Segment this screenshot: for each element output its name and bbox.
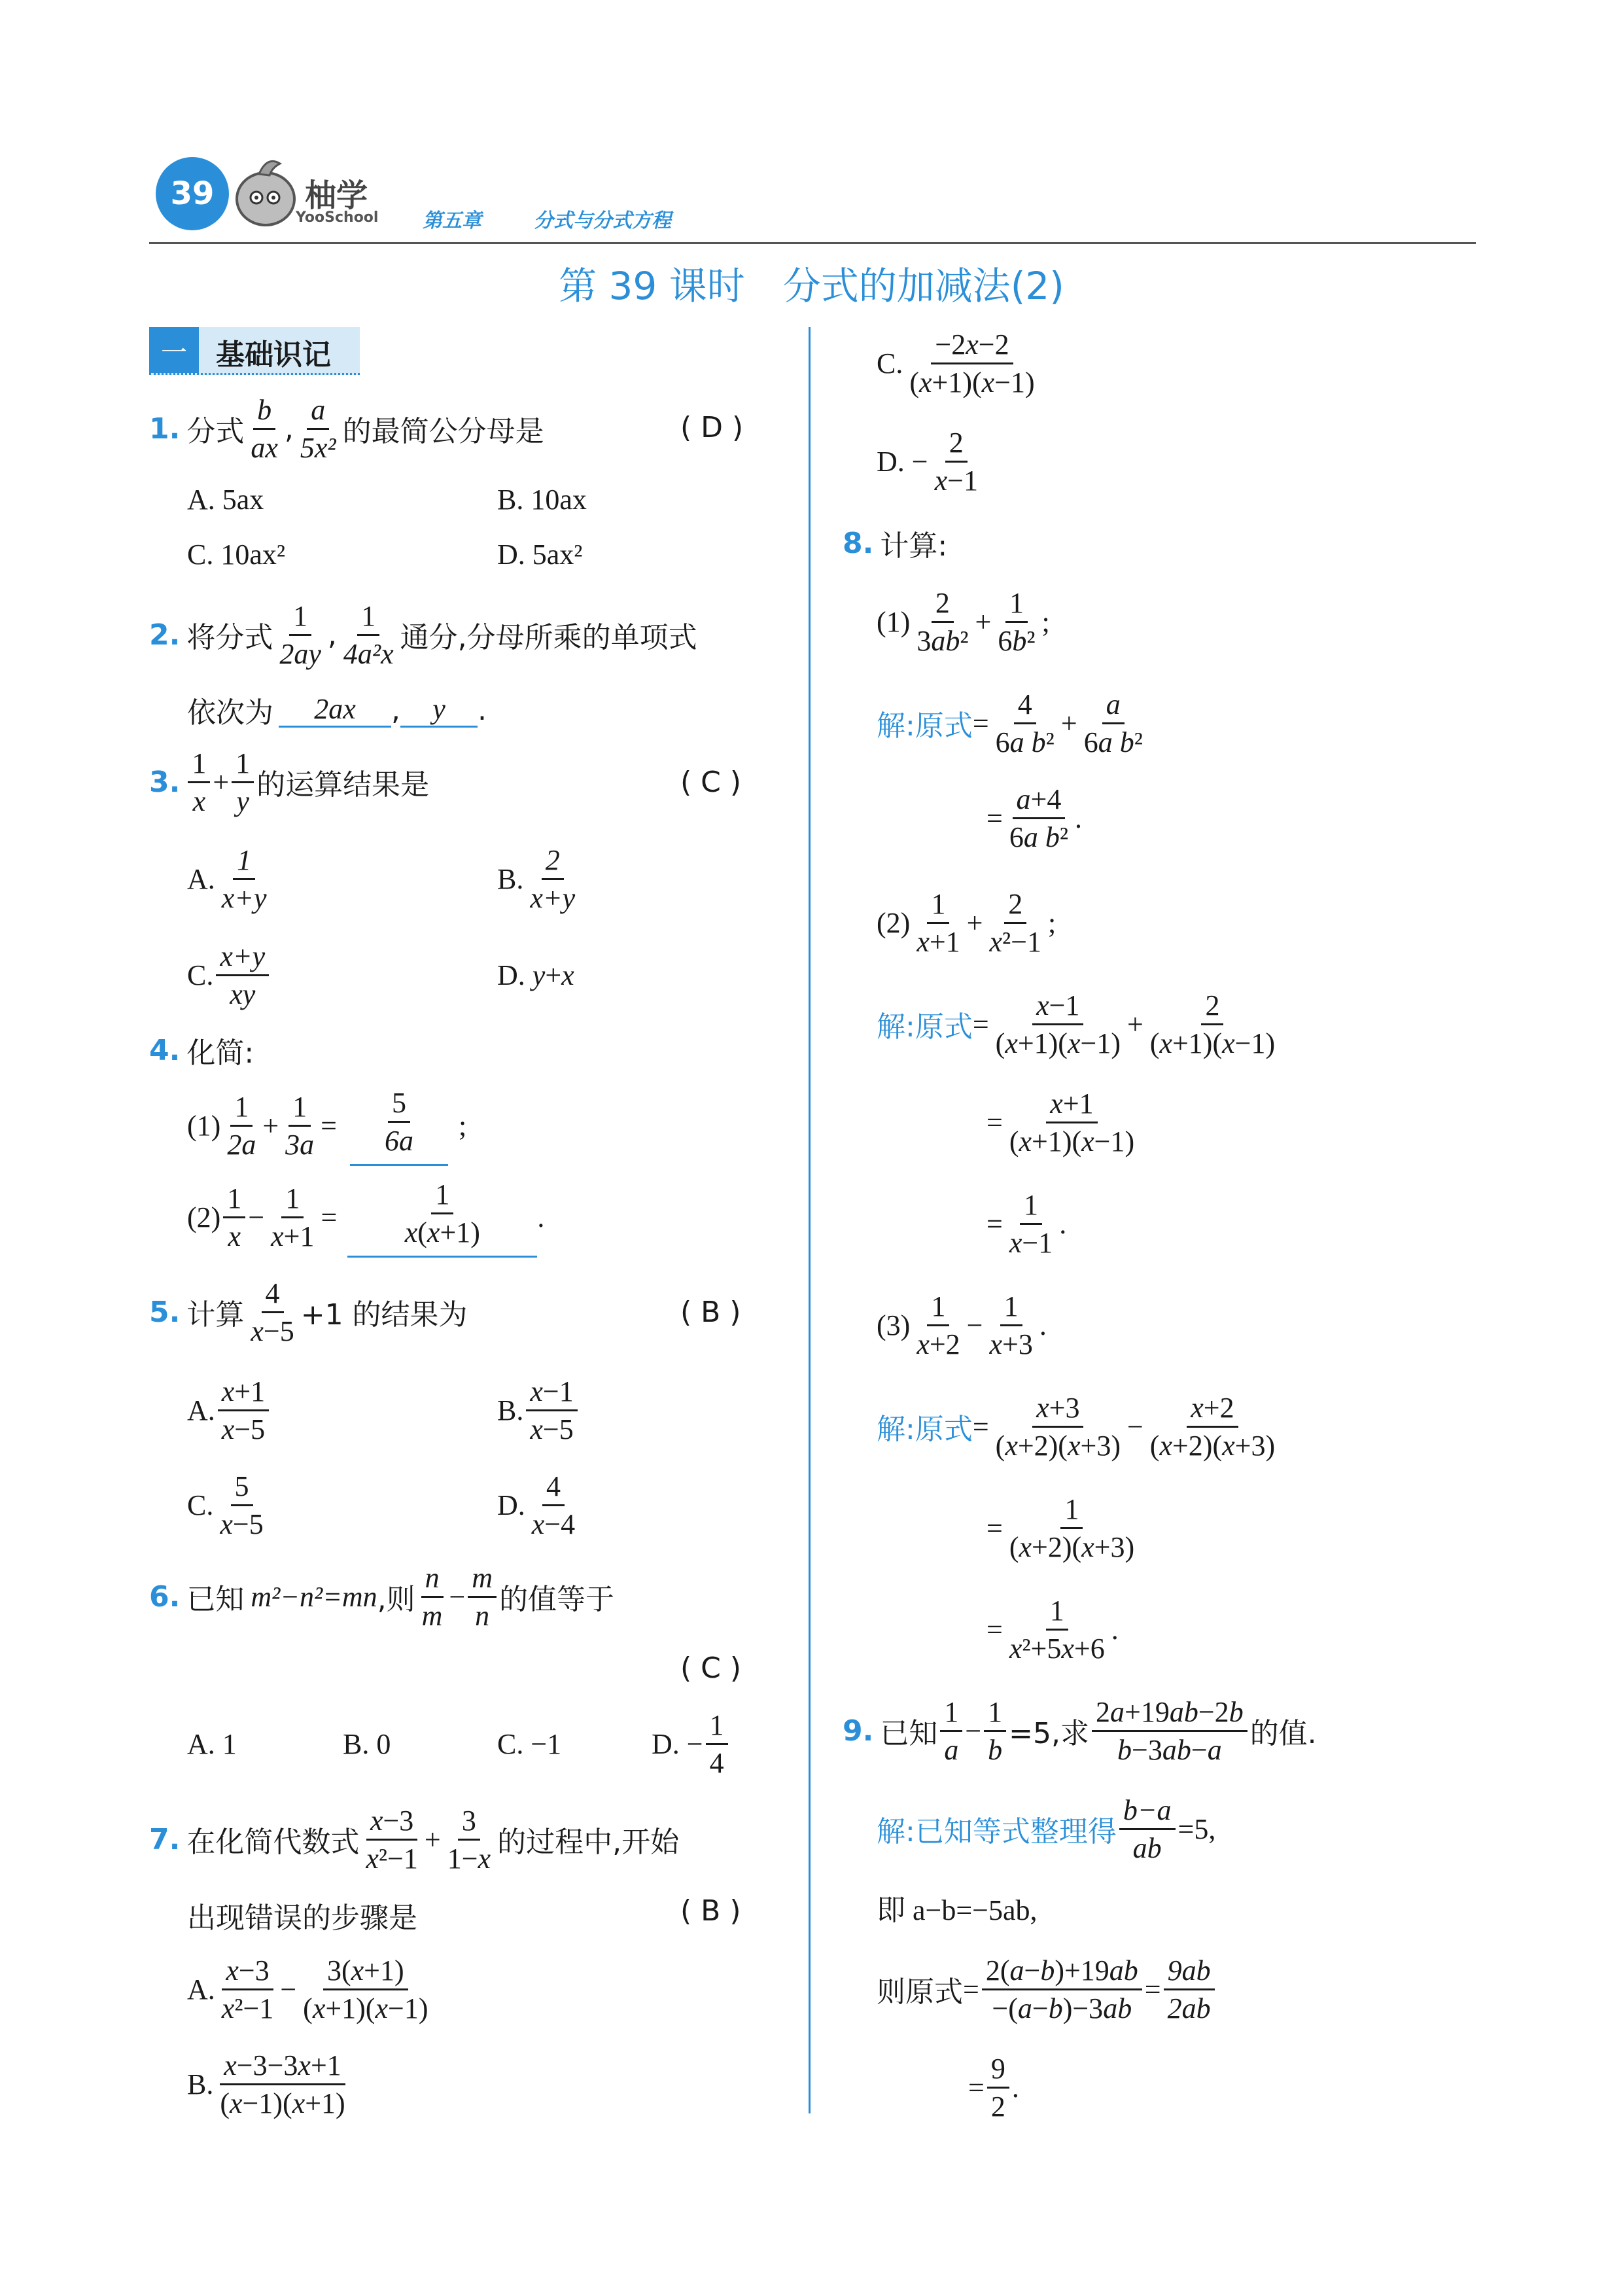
fraction: $\frac{4}{x-5}$	[247, 1275, 298, 1349]
option-a: A. $\frac{x+1}{x-5}$	[187, 1374, 271, 1446]
solution-text: 则原式	[877, 1975, 963, 2009]
solution-label: 解:原式	[877, 1010, 973, 1044]
fraction: $\frac{3(x+1)}{(x+1)(x-1)}$	[299, 1952, 432, 2026]
fraction: $\frac{5}{x-5}$	[216, 1468, 267, 1542]
solution-8-2-step3: = $\frac{1}{x-1}$ .	[986, 1188, 1066, 1260]
question-8-part2: (2) $\frac{1}{x+1}$ + $\frac{2}{\text{x²−1}}$ ;	[877, 887, 1056, 959]
solution-8-3-step3: = $\frac{1}{\text{x²+5x+6}}$ .	[986, 1593, 1119, 1665]
fraction: $\frac{3}{1-x}$	[444, 1803, 495, 1877]
fraction: $\frac{9ab}{2ab}$	[1164, 1952, 1215, 2026]
answer-fraction: $\frac{1}{x(x+1)}$	[401, 1176, 484, 1250]
fraction: $\frac{x+1}{(x+1)(x-1)}$	[1005, 1086, 1138, 1159]
fraction: $\frac{x-1}{(x+1)(x-1)}$	[992, 987, 1125, 1061]
fraction: $\frac{1}{2ay}$	[275, 598, 325, 672]
question-7: 7. 在化简代数式 $\frac{x-3}{\text{x²−1}}$ + $\frac{3}{1-x}$ 的过程中,开始	[149, 1803, 679, 1875]
answer: ( B )	[680, 1296, 741, 1329]
fraction: $\frac{4}{\text{6a b²}}$	[992, 686, 1058, 760]
answer: ( D )	[680, 411, 744, 444]
question-5	[149, 1276, 468, 1348]
brand-name-en: YooSchool	[296, 209, 379, 226]
fraction: $\frac{2a+19ab-2b}{b-3ab-a}$	[1092, 1694, 1248, 1768]
question-text: =5,求	[1009, 1717, 1090, 1750]
fraction: $\frac{b}{ax}$	[247, 392, 282, 466]
option-c: C. $\frac{x+y}{xy}$	[187, 939, 271, 1011]
question-text: 的过程中,开始	[497, 1826, 680, 1859]
answer: ( C )	[680, 1651, 742, 1685]
section-badge: 一	[149, 327, 199, 373]
fraction: $\frac{1}{x+3}$	[986, 1288, 1037, 1362]
solution-8-3-step2: = $\frac{1}{(x+2)(x+3)}$	[986, 1492, 1141, 1564]
fraction: $\frac{1}{a}$	[940, 1694, 962, 1768]
question-number: 2.	[149, 618, 181, 652]
fraction: $\frac{1}{(x+2)(x+3)}$	[1005, 1491, 1138, 1565]
fraction: $\frac{1}{x-1}$	[1005, 1187, 1056, 1261]
option-a: A. $\frac{x-3}{\text{x²−1}}$ − $\frac{3(x+1)}{(x+1)(x-1)}$	[187, 1953, 434, 2025]
answer: ( C )	[680, 766, 742, 799]
fraction: $\frac{x-1}{x-5}$	[526, 1373, 577, 1447]
option-a: A. $\frac{1}{x+y}$	[187, 843, 273, 915]
question-4-part1: (1) $\frac{1}{2a}$ + $\frac{1}{3a}$ = $\frac{5}{6a}$ ;	[187, 1086, 466, 1165]
question-text: +1 的结果为	[300, 1298, 468, 1332]
fraction: $\frac{1}{3a}$	[281, 1089, 318, 1163]
question-text: 的最简公分母是	[342, 415, 544, 448]
fraction: $\frac{4}{x-4}$	[528, 1468, 579, 1542]
fraction: $\frac{1}{x+1}$	[267, 1180, 318, 1254]
fraction: $\frac{1}{x}$	[188, 745, 210, 819]
question-number: 4.	[149, 1033, 181, 1067]
fraction: $\frac{a}{\text{5x²}}$	[296, 392, 340, 466]
question-text: 将分式	[186, 621, 273, 654]
fraction: $\frac{1}{x+y}$	[218, 842, 271, 916]
fraction: $\frac{2(a-b)+19ab}{-(a-b)-3ab}$	[982, 1952, 1142, 2026]
solution-8-2-step1: 解:原式 = $\frac{x-1}{(x+1)(x-1)}$ + $\frac{2}{(x+1)(x-1)}$	[877, 988, 1282, 1060]
fraction: $\frac{-2x-2}{(x+1)(x-1)}$	[905, 327, 1038, 400]
lesson-title: 第 39 课时 分式的加减法(2)	[559, 264, 1064, 308]
fraction: $\frac{2}{x-1}$	[931, 425, 982, 499]
question-number: 5.	[149, 1295, 181, 1329]
solution-9-step1	[877, 1793, 1215, 1865]
mascot-icon	[233, 154, 298, 226]
question-9: 9. 已知 $\frac{1}{a}$ − $\frac{1}{b}$ =5,求 $\frac{2a+19ab-2b}{b-3ab-a}$ 的值.	[843, 1695, 1317, 1767]
question-3: 3. $\frac{1}{x}$ + $\frac{1}{y}$ 的运算结果是	[149, 746, 429, 818]
option-d: D. − $\frac{2}{x-1}$	[877, 425, 985, 497]
solution-text: =5,	[1178, 1812, 1216, 1845]
fraction: $\frac{2}{x+y}$	[526, 842, 579, 916]
solution-8-2-step2: = $\frac{x+1}{(x+1)(x-1)}$	[986, 1086, 1141, 1158]
question-text: 计算:	[880, 529, 948, 563]
option-d: D. y+x	[497, 959, 574, 991]
question-4-part2: (2) $\frac{1}{x}$ − $\frac{1}{x+1}$ = $\frac{1}{x(x+1)}$ .	[187, 1178, 544, 1256]
fraction: $\frac{x+1}{x-5}$	[218, 1373, 269, 1447]
fraction: $\frac{1}{\text{x²+5x+6}}$	[1005, 1593, 1109, 1667]
fraction: $\frac{1}{b}$	[984, 1694, 1006, 1768]
question-number: 8.	[843, 526, 874, 560]
question-number: 7.	[149, 1822, 181, 1856]
option-c: C. $\frac{5}{x-5}$	[187, 1469, 270, 1541]
question-text: 已知	[186, 1583, 245, 1616]
question-2-line2: 依次为 2ax , y .	[187, 687, 487, 733]
option-c: C. −1	[497, 1728, 562, 1760]
fraction: $\frac{2}{(x+1)(x-1)}$	[1146, 987, 1279, 1061]
fraction: $\frac{1}{2a}$	[223, 1089, 260, 1163]
fraction: $\frac{2}{\text{x²−1}}$	[986, 886, 1046, 960]
question-number: 3.	[149, 765, 181, 799]
option-d	[652, 1708, 731, 1780]
solution-8-1-step2: = $\frac{a+4}{\text{6a b²}}$ .	[986, 782, 1082, 854]
fraction: $\frac{9}{2}$	[987, 2051, 1009, 2125]
question-text: 出现错误的步骤是	[187, 1901, 417, 1935]
option-b: B. $\frac{x-3-3x+1}{(x-1)(x+1)}$	[187, 2048, 352, 2120]
option-a: A. 5ax	[187, 484, 264, 516]
question-2: 2. 将分式 $\frac{1}{2ay}$ , $\frac{1}{\text{4a²x}}$ 通分,分母所乘的单项式	[149, 595, 697, 674]
header-rule	[149, 242, 1476, 244]
fraction: $\frac{1}{\text{6b²}}$	[994, 585, 1039, 659]
question-text: 通分,分母所乘的单项式	[400, 621, 697, 654]
answer: ( B )	[680, 1894, 741, 1928]
page-number: 39	[170, 175, 215, 212]
fraction: $\frac{n}{m}$	[418, 1560, 447, 1634]
question-text: 已知	[880, 1717, 938, 1750]
option-c: C. 10ax²	[187, 539, 286, 571]
question-6: 6. 已知 m²−n²=mn ,则 $\frac{n}{m}$ − $\frac{m}{n}$ 的值等于	[149, 1561, 614, 1633]
section-title: 基础识记	[216, 338, 331, 372]
option-b: B. 10ax	[497, 484, 587, 516]
question-text: 分式	[186, 415, 245, 448]
answer-blank: 2ax	[279, 692, 391, 728]
question-8	[843, 520, 947, 566]
option-b: B. $\frac{2}{x+y}$	[497, 843, 582, 915]
solution-9-step4: = $\frac{9}{2}$ .	[968, 2051, 1019, 2123]
solution-label: 解:原式	[877, 709, 973, 743]
question-text: 的值等于	[499, 1583, 615, 1616]
answer-fraction: $\frac{5}{6a}$	[381, 1085, 417, 1159]
fraction: $\frac{x+y}{xy}$	[216, 938, 269, 1012]
solution-9-step2	[877, 1884, 1038, 1930]
question-8-part1: (1) $\frac{2}{\text{3ab²}}$ + $\frac{1}{\text{6b²}}$ ;	[877, 586, 1050, 658]
solution-label: 解:原式	[877, 1413, 973, 1446]
question-text: 在化简代数式	[186, 1826, 360, 1859]
fraction: $\frac{1}{y}$	[232, 745, 254, 819]
question-number: 1.	[149, 412, 181, 446]
question-text: ,则	[377, 1583, 415, 1616]
fraction: $\frac{2}{\text{3ab²}}$	[913, 585, 972, 659]
solution-text: 解:已知等式整理得	[877, 1815, 1117, 1848]
fraction: $\frac{x+3}{(x+2)(x+3)}$	[992, 1390, 1125, 1464]
column-divider	[809, 327, 811, 2113]
fraction: $\frac{1}{4}$	[706, 1707, 728, 1781]
question-text: 的值.	[1249, 1717, 1317, 1750]
option-b: B. 0	[343, 1728, 391, 1760]
option-c: C. $\frac{-2x-2}{(x+1)(x-1)}$	[877, 327, 1041, 399]
question-4	[149, 1027, 254, 1073]
question-expression: m²−n²=mn	[251, 1580, 377, 1613]
question-text: 化简:	[186, 1036, 254, 1070]
question-number: 9.	[843, 1714, 874, 1748]
fraction: $\frac{1}{\text{4a²x}}$	[340, 598, 398, 672]
fraction: $\frac{x-3}{\text{x²−1}}$	[362, 1803, 422, 1877]
fraction: $\frac{1}{x+2}$	[913, 1288, 964, 1362]
solution-8-3-step1: 解:原式 = $\frac{x+3}{(x+2)(x+3)}$ − $\frac{x+2}{(x+2)(x+3)}$	[877, 1390, 1282, 1462]
fraction: $\frac{x+2}{(x+2)(x+3)}$	[1146, 1390, 1279, 1464]
fraction: $\frac{a}{\text{6a b²}}$	[1080, 686, 1147, 760]
question-1: 1. 分式 $\frac{b}{ax}$ , $\frac{a}{\text{5x²}}$ 的最简公分母是	[149, 393, 544, 465]
question-number: 6.	[149, 1580, 181, 1614]
fraction: $\frac{1}{x+1}$	[913, 886, 964, 960]
fraction: $\frac{m}{n}$	[468, 1560, 497, 1634]
fraction: $\frac{x-3-3x+1}{(x-1)(x+1)}$	[216, 2047, 349, 2121]
brand-name-cn: 柚学	[305, 177, 368, 214]
chapter-label: 第五章	[423, 209, 481, 232]
option-d: D. $\frac{4}{x-4}$	[497, 1469, 582, 1541]
fraction: $\frac{a+4}{\text{6a b²}}$	[1005, 781, 1072, 855]
question-text: 依次为	[187, 696, 273, 730]
solution-8-1-step1: 解:原式 = $\frac{4}{\text{6a b²}}$ + $\frac{a}{\text{6a b²}}$	[877, 687, 1149, 759]
fraction: $\frac{1}{x}$	[223, 1180, 245, 1254]
solution-text: 即 a−b=−5ab,	[877, 1894, 1038, 1926]
question-8-part3: (3) $\frac{1}{x+2}$ − $\frac{1}{x+3}$ .	[877, 1289, 1047, 1361]
solution-9-step3: 则原式 = $\frac{2(a-b)+19ab}{-(a-b)-3ab}$ = $\frac{9ab}{2ab}$	[877, 1953, 1217, 2025]
option-a: A. 1	[187, 1728, 237, 1760]
option-b: B. $\frac{x-1}{x-5}$	[497, 1374, 580, 1446]
option-d: D. 5ax²	[497, 539, 583, 571]
option-d-label: D. −	[652, 1727, 703, 1760]
answer-blank: y	[400, 692, 478, 728]
chapter-title: 分式与分式方程	[534, 209, 671, 232]
question-text: 计算	[186, 1298, 245, 1332]
question-text: 的运算结果是	[256, 768, 430, 802]
fraction: $\frac{x-3}{\text{x²−1}}$	[218, 1952, 278, 2026]
page-number-badge	[156, 157, 229, 230]
fraction: $\frac{b-a}{ab}$	[1119, 1792, 1176, 1866]
